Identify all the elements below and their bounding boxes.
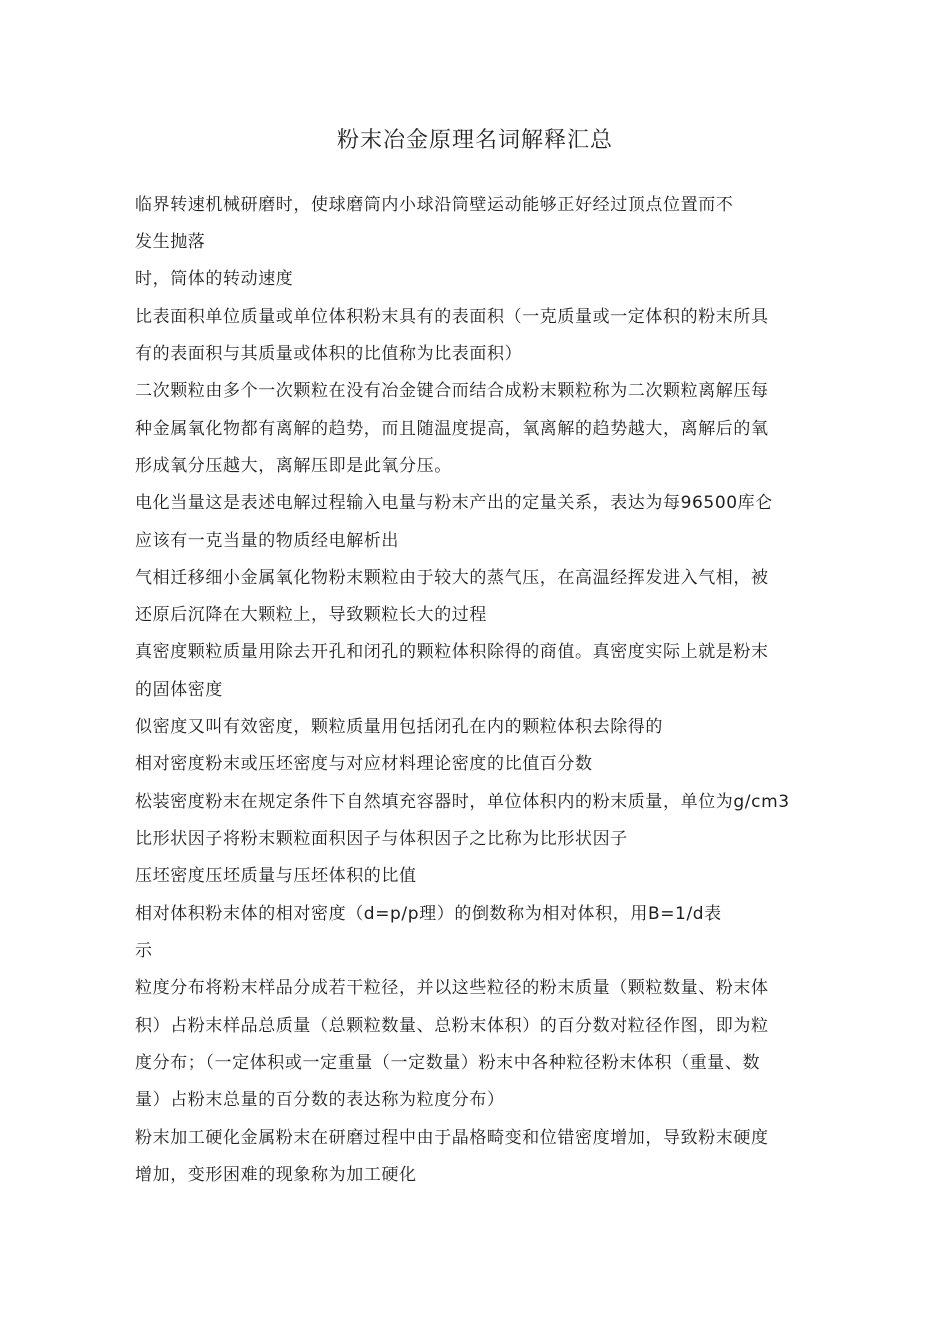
text-line: 度分布；（一定体积或一定重量（一定数量）粉末中各种粒径粉末体积（重量、数 [135,1053,761,1073]
text-line: 积）占粉末样品总质量（总颗粒数量、总粉末体积）的百分数对粒径作图，即为粒 [135,1016,769,1036]
text-line: 松装密度粉末在规定条件下自然填充容器时，单位体积内的粉末质量，单位为g/cm3 [135,792,790,812]
text-line: 有的表面积与其质量或体积的比值称为比表面积） [135,344,523,364]
text-line: 二次颗粒由多个一次颗粒在没有冶金键合而结合成粉末颗粒称为二次颗粒离解压每 [135,381,769,401]
text-line: 临界转速机械研磨时，使球磨筒内小球沿筒壁运动能够正好经过顶点位置而不 [135,195,734,215]
text-line: 的固体密度 [135,680,223,700]
text-line: 电化当量这是表述电解过程输入电量与粉末产出的定量关系，表达为每96500库仑 [135,493,773,513]
text-line: 比表面积单位质量或单位体积粉末具有的表面积（一克质量或一定体积的粉末所具 [135,307,769,327]
text-line: 粉末加工硬化金属粉末在研磨过程中由于晶格畸变和位错密度增加，导致粉末硬度 [135,1128,769,1148]
text-line: 时，筒体的转动速度 [135,269,294,289]
page-title: 粉末冶金原理名词解释汇总 [336,128,613,153]
text-line: 量）占粉末总量的百分数的表达称为粒度分布） [135,1090,505,1110]
text-line: 应该有一克当量的物质经电解析出 [135,531,399,551]
text-line: 形成氧分压越大，离解压即是此氧分压。 [135,456,452,476]
text-line: 真密度颗粒质量用除去开孔和闭孔的颗粒体积除得的商值。真密度实际上就是粉末 [135,642,769,662]
text-line: 示 [135,941,153,961]
text-line: 发生抛落 [135,232,206,252]
text-line: 种金属氧化物都有离解的趋势，而且随温度提高，氧离解的趋势越大，离解后的氧 [135,419,769,439]
text-line: 比形状因子将粉末颗粒面积因子与体积因子之比称为比形状因子 [135,829,628,849]
text-line: 增加，变形困难的现象称为加工硬化 [135,1165,417,1185]
text-line: 似密度又叫有效密度，颗粒质量用包括闭孔在内的颗粒体积去除得的 [135,717,663,737]
text-line: 相对体积粉末体的相对密度（d=p/p理）的倒数称为相对体积，用B=1/d表 [135,904,722,924]
text-line: 压坯密度压坯质量与压坯体积的比值 [135,866,417,886]
text-line: 相对密度粉末或压坯密度与对应材料理论密度的比值百分数 [135,754,593,774]
text-line: 还原后沉降在大颗粒上，导致颗粒长大的过程 [135,605,487,625]
text-line: 粒度分布将粉末样品分成若干粒径，并以这些粒径的粉末质量（颗粒数量、粉末体 [135,978,769,998]
text-line: 气相迁移细小金属氧化物粉末颗粒由于较大的蒸气压，在高温经挥发进入气相，被 [135,568,769,588]
